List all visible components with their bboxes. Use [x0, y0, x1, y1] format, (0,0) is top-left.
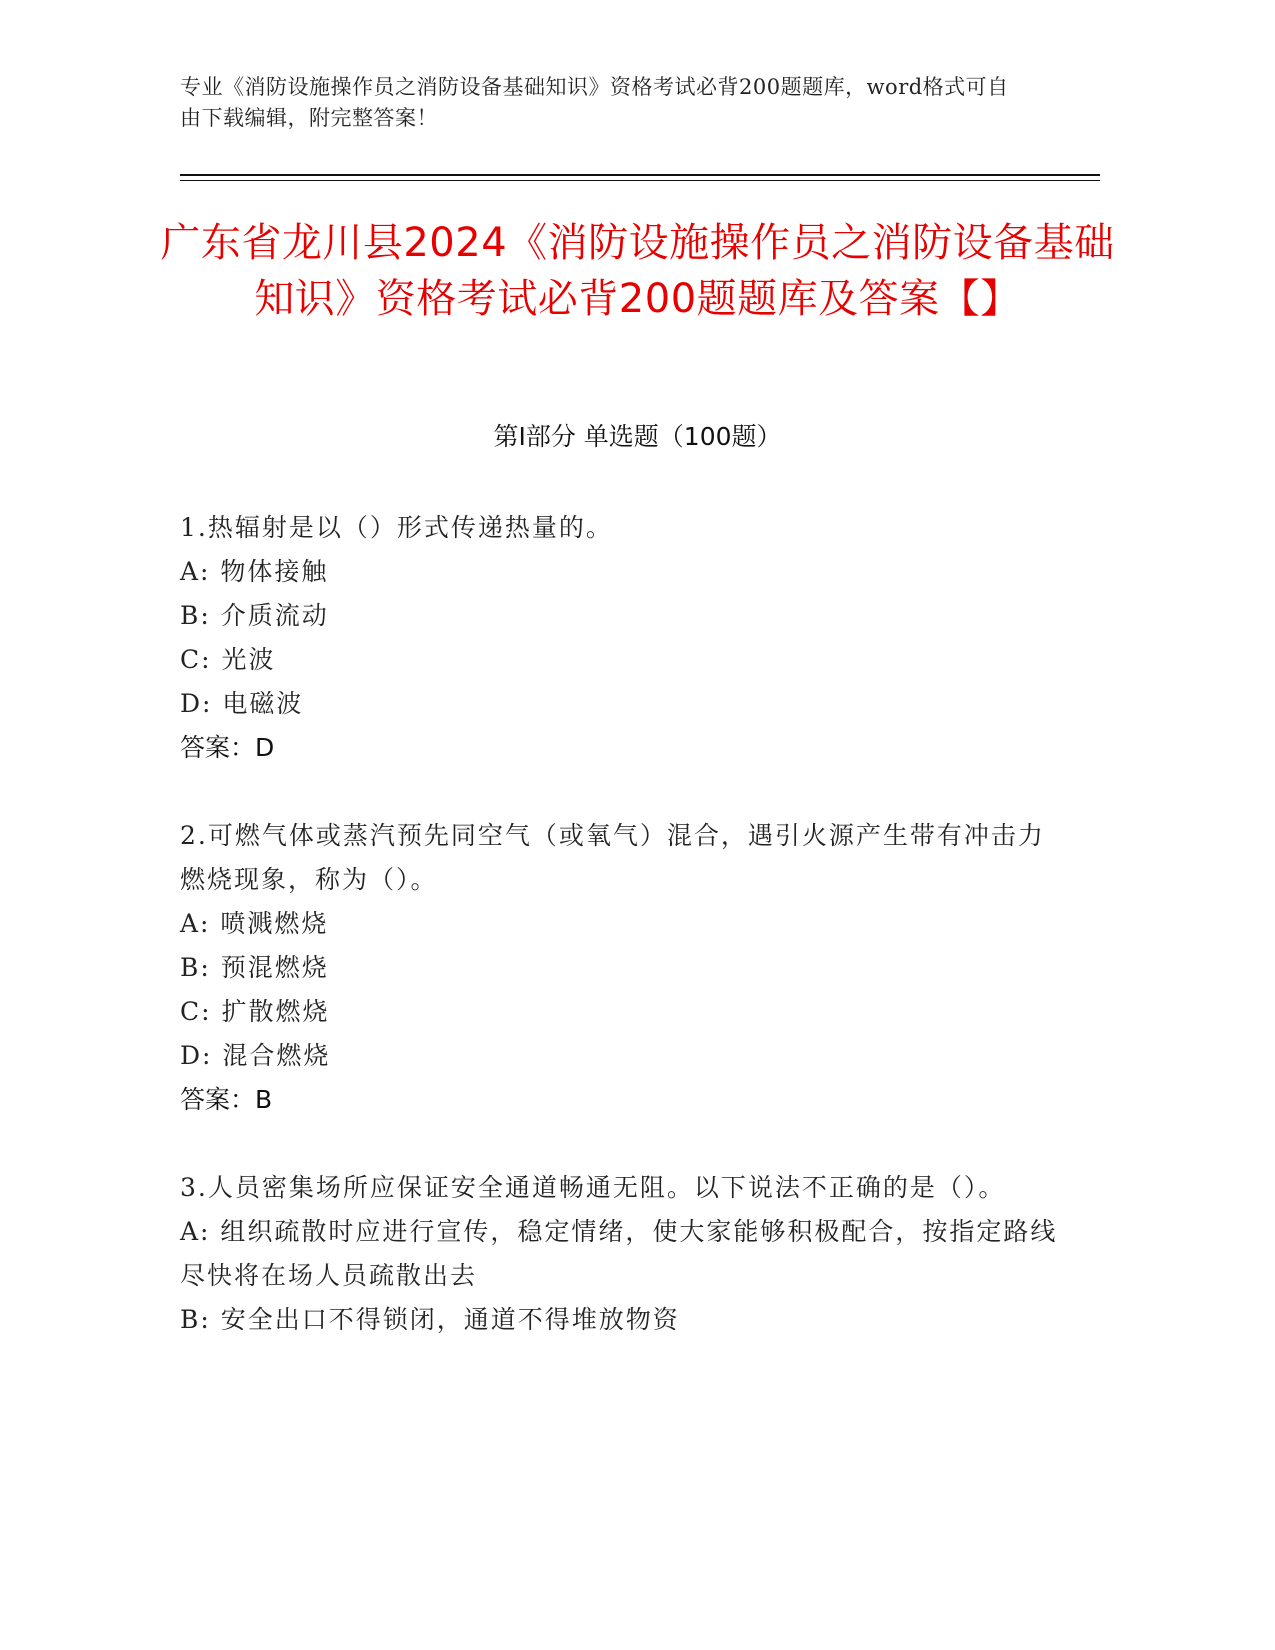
- question-stem: 2.可燃气体或蒸汽预先同空气（或氧气）混合，遇引火源产生带有冲击力燃烧现象，称为（）。: [180, 821, 1045, 894]
- question-option: D: 混合燃烧: [180, 1041, 331, 1070]
- document-title: 广东省龙川县2024《消防设施操作员之消防设备基础知识》资格考试必背200题题库及答案【】: [160, 220, 1115, 322]
- question-option: B: 介质流动: [180, 601, 329, 630]
- question-option: C: 光波: [180, 645, 276, 674]
- question-list: [180, 506, 1060, 1386]
- question-answer: 答案：D: [180, 733, 275, 762]
- header-rule-thin: [180, 180, 1100, 181]
- question-item: [180, 1166, 1060, 1342]
- question-item: [180, 506, 1060, 770]
- question-stem: 1.热辐射是以（）形式传递热量的。: [180, 513, 613, 542]
- question-stem: 3.人员密集场所应保证安全通道畅通无阻。以下说法不正确的是（）。: [180, 1173, 1006, 1202]
- question-option: A: 喷溅燃烧: [180, 909, 329, 938]
- question-option: A: 物体接触: [180, 557, 329, 586]
- question-option: A: 组织疏散时应进行宣传，稳定情绪，使大家能够积极配合，按指定路线尽快将在场人员疏散出去: [180, 1217, 1058, 1290]
- header-note: 专业《消防设施操作员之消防设备基础知识》资格考试必背200题题库，word格式可自由下载编辑，附完整答案！: [180, 75, 1009, 130]
- question-item: [180, 814, 1060, 1122]
- question-option: D: 电磁波: [180, 689, 304, 718]
- question-answer: 答案：B: [180, 1085, 273, 1114]
- question-option: C: 扩散燃烧: [180, 997, 330, 1026]
- question-option: B: 安全出口不得锁闭，通道不得堆放物资: [180, 1305, 680, 1334]
- section-title: 第I部分 单选题（100题）: [493, 422, 782, 451]
- question-option: B: 预混燃烧: [180, 953, 329, 982]
- header-rule-thick: [180, 174, 1100, 176]
